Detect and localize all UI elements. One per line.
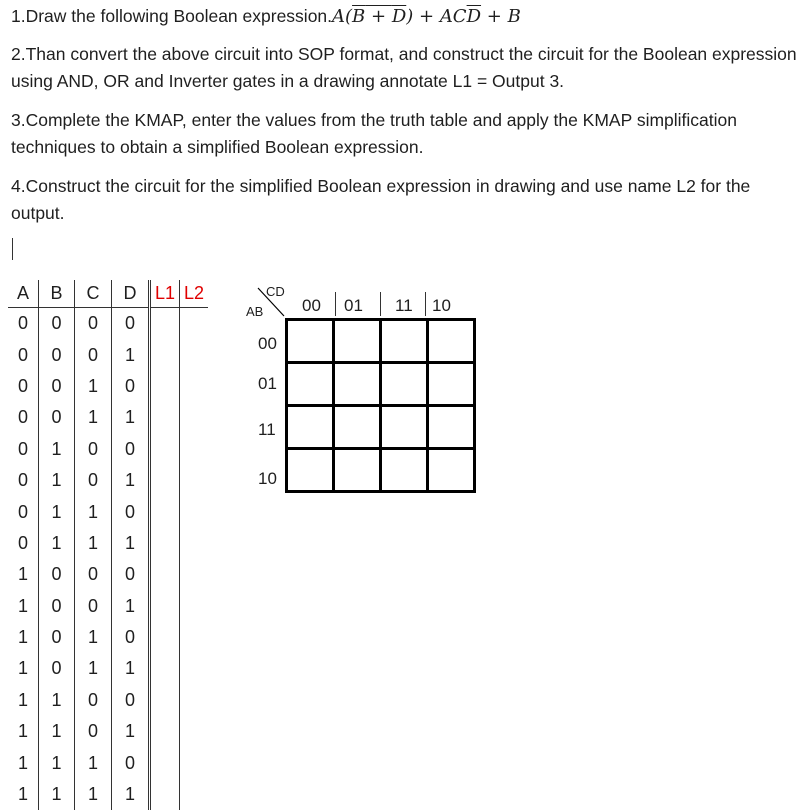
cell-a: 0: [8, 496, 39, 527]
cell-l2[interactable]: [180, 496, 209, 527]
cell-l2[interactable]: [180, 779, 209, 810]
question-2: 2.Than convert the above circuit into SOP format, and construct the circuit for the Boolean expression using AND, OR and Inverter gates in a drawing annotate L1 = Output 3.: [11, 44, 797, 91]
cell-a: 0: [8, 465, 39, 496]
truth-table-row: [8, 434, 208, 465]
cell-c: 0: [75, 559, 112, 590]
cell-d: 1: [112, 465, 150, 496]
cell-l2[interactable]: [180, 308, 209, 340]
cell-a: 1: [8, 685, 39, 716]
truth-table-row: [8, 779, 208, 810]
cell-l2[interactable]: [180, 591, 209, 622]
kmap-row-10: 10: [258, 469, 277, 488]
cell-l2[interactable]: [180, 465, 209, 496]
cell-b: 0: [39, 591, 75, 622]
kmap-cell[interactable]: [428, 449, 475, 492]
cell-c: 0: [75, 716, 112, 747]
cell-b: 1: [39, 779, 75, 810]
truth-table-row: [8, 622, 208, 653]
cell-c: 0: [75, 434, 112, 465]
cell-c: 0: [75, 465, 112, 496]
cell-b: 0: [39, 559, 75, 590]
cell-l1[interactable]: [150, 653, 180, 684]
cell-a: 1: [8, 591, 39, 622]
question-1: [11, 3, 801, 30]
cell-d: 1: [112, 339, 150, 370]
kmap-col-10: 10: [432, 296, 451, 315]
cell-c: 1: [75, 371, 112, 402]
cell-a: 1: [8, 653, 39, 684]
cell-b: 1: [39, 434, 75, 465]
cell-l2[interactable]: [180, 747, 209, 778]
kmap-ab-label: AB: [246, 304, 264, 319]
truth-table-row: [8, 747, 208, 778]
cell-d: 0: [112, 308, 150, 340]
cell-a: 0: [8, 528, 39, 559]
cell-l2[interactable]: [180, 716, 209, 747]
kmap-cell[interactable]: [334, 406, 381, 449]
boolean-expression: $A(B + D) + AC\overline{D} + B$: [332, 6, 521, 27]
cell-c: 0: [75, 308, 112, 340]
cell-l2[interactable]: [180, 371, 209, 402]
cell-b: 1: [39, 747, 75, 778]
cell-b: 0: [39, 402, 75, 433]
cell-d: 1: [112, 402, 150, 433]
kmap-cell[interactable]: [428, 406, 475, 449]
cell-d: 1: [112, 779, 150, 810]
cell-l1[interactable]: [150, 622, 180, 653]
truth-table-row: [8, 559, 208, 590]
cell-l1[interactable]: [150, 465, 180, 496]
cell-c: 1: [75, 747, 112, 778]
kmap-grid: [285, 318, 476, 493]
truth-table-row: [8, 465, 208, 496]
truth-table-row: [8, 496, 208, 527]
cell-l2[interactable]: [180, 402, 209, 433]
cell-l1[interactable]: [150, 434, 180, 465]
cell-c: 1: [75, 496, 112, 527]
cell-b: 1: [39, 685, 75, 716]
cell-a: 1: [8, 622, 39, 653]
cell-l1[interactable]: [150, 716, 180, 747]
cell-l1[interactable]: [150, 559, 180, 590]
cell-d: 0: [112, 685, 150, 716]
question-3: 3.Complete the KMAP, enter the values from the truth table and apply the KMAP simplification techniques to obtain a simplified Boolean expression.: [11, 110, 737, 157]
kmap-cell[interactable]: [381, 320, 428, 363]
cell-l1[interactable]: [150, 685, 180, 716]
kmap-cell[interactable]: [287, 363, 334, 406]
cell-d: 1: [112, 591, 150, 622]
cell-d: 1: [112, 653, 150, 684]
cell-a: 0: [8, 402, 39, 433]
kmap-grid-row: [287, 320, 475, 363]
cell-l2[interactable]: [180, 559, 209, 590]
cell-a: 0: [8, 308, 39, 340]
cell-b: 1: [39, 465, 75, 496]
truth-table-row: [8, 591, 208, 622]
cell-d: 1: [112, 528, 150, 559]
question-4: 4.Construct the circuit for the simplified Boolean expression in drawing and use name L2 for the output.: [11, 176, 751, 223]
kmap-row-01: 01: [258, 374, 277, 393]
cell-a: 1: [8, 559, 39, 590]
header-b: B: [39, 280, 75, 308]
kmap-cell[interactable]: [428, 363, 475, 406]
cell-b: 1: [39, 496, 75, 527]
cell-l1[interactable]: [150, 339, 180, 370]
header-l2: L2: [180, 280, 209, 308]
cell-c: 0: [75, 685, 112, 716]
kmap-row-00: 00: [258, 334, 277, 353]
cell-a: 0: [8, 339, 39, 370]
cell-c: 1: [75, 779, 112, 810]
kmap-cell[interactable]: [287, 320, 334, 363]
kmap-cell[interactable]: [381, 363, 428, 406]
cell-d: 0: [112, 622, 150, 653]
cell-l2[interactable]: [180, 622, 209, 653]
cell-l1[interactable]: [150, 496, 180, 527]
cell-l2[interactable]: [180, 434, 209, 465]
cell-l1[interactable]: [150, 591, 180, 622]
kmap-cd-label: CD: [266, 284, 285, 299]
kmap-col-00: 00: [302, 296, 321, 315]
kmap-col-separator: [335, 292, 336, 316]
cell-b: 0: [39, 339, 75, 370]
truth-table-row: [8, 653, 208, 684]
kmap-grid-row: [287, 363, 475, 406]
cell-l2[interactable]: [180, 528, 209, 559]
cell-l2[interactable]: [180, 339, 209, 370]
truth-table: [8, 280, 208, 810]
kmap-row-11: 11: [258, 420, 276, 439]
kmap-cell[interactable]: [334, 320, 381, 363]
cell-d: 0: [112, 371, 150, 402]
cell-b: 0: [39, 308, 75, 340]
cell-c: 0: [75, 339, 112, 370]
cell-d: 0: [112, 434, 150, 465]
truth-table-row: [8, 528, 208, 559]
cell-a: 0: [8, 371, 39, 402]
truth-table-row: [8, 308, 208, 340]
kmap-cell[interactable]: [334, 449, 381, 492]
cell-a: 1: [8, 716, 39, 747]
kmap-cell[interactable]: [287, 406, 334, 449]
cell-c: 1: [75, 653, 112, 684]
cell-b: 1: [39, 716, 75, 747]
cell-b: 0: [39, 622, 75, 653]
cell-c: 1: [75, 528, 112, 559]
kmap-cell[interactable]: [381, 406, 428, 449]
karnaugh-map: [244, 284, 484, 514]
truth-table-row: [8, 402, 208, 433]
header-a: A: [8, 280, 39, 308]
cell-l1[interactable]: [150, 528, 180, 559]
cell-a: 0: [8, 434, 39, 465]
kmap-grid-row: [287, 406, 475, 449]
cell-b: 1: [39, 528, 75, 559]
cell-c: 1: [75, 402, 112, 433]
text-cursor: [12, 238, 13, 260]
kmap-col-separator: [425, 292, 426, 316]
header-d: D: [112, 280, 150, 308]
cell-d: 1: [112, 716, 150, 747]
cell-d: 0: [112, 559, 150, 590]
cell-l1[interactable]: [150, 402, 180, 433]
cell-d: 0: [112, 496, 150, 527]
cell-c: 0: [75, 591, 112, 622]
kmap-grid-row: [287, 449, 475, 492]
cell-l1[interactable]: [150, 747, 180, 778]
cell-b: 0: [39, 653, 75, 684]
cell-b: 0: [39, 371, 75, 402]
cell-l1[interactable]: [150, 308, 180, 340]
cell-a: 1: [8, 747, 39, 778]
cell-c: 1: [75, 622, 112, 653]
header-c: C: [75, 280, 112, 308]
kmap-cell[interactable]: [334, 363, 381, 406]
kmap-cell[interactable]: [381, 449, 428, 492]
cell-l2[interactable]: [180, 685, 209, 716]
truth-table-row: [8, 716, 208, 747]
truth-table-header: [8, 280, 208, 308]
kmap-col-01: 01: [344, 296, 363, 315]
cell-l2[interactable]: [180, 653, 209, 684]
cell-l1[interactable]: [150, 779, 180, 810]
question-1-text: 1.Draw the following Boolean expression.: [11, 6, 333, 26]
kmap-col-11: 11: [395, 296, 413, 315]
cell-d: 0: [112, 747, 150, 778]
kmap-cell[interactable]: [287, 449, 334, 492]
truth-table-row: [8, 371, 208, 402]
cell-a: 1: [8, 779, 39, 810]
header-l1: L1: [150, 280, 180, 308]
cell-l1[interactable]: [150, 371, 180, 402]
truth-table-row: [8, 339, 208, 370]
kmap-col-separator: [380, 292, 381, 316]
kmap-cell[interactable]: [428, 320, 475, 363]
truth-table-row: [8, 685, 208, 716]
